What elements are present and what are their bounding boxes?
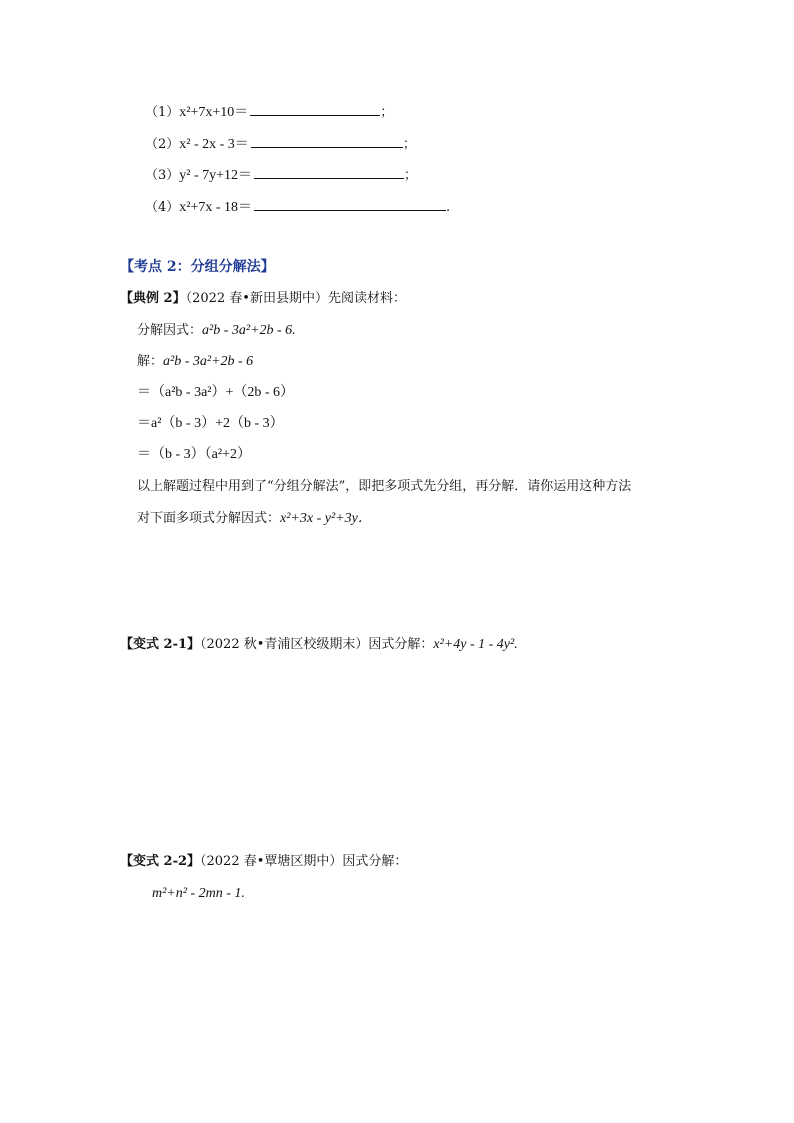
answer-blank[interactable] bbox=[254, 198, 446, 211]
solution-line bbox=[137, 353, 253, 371]
item-end-punct: ； bbox=[402, 137, 416, 152]
item-end-punct: ； bbox=[404, 168, 418, 183]
variant-2-2 bbox=[120, 853, 407, 871]
question-prefix: 对下面多项式分解因式： bbox=[137, 511, 281, 526]
example-header bbox=[120, 290, 406, 308]
exercise-item-4 bbox=[145, 198, 450, 217]
solution-step: ＝a²（b - 3）+2（b - 3） bbox=[137, 416, 284, 431]
variant-source: （2022 秋•青浦区校级期末）因式分解： bbox=[200, 637, 434, 652]
example-task bbox=[137, 322, 296, 340]
task-label: 分解因式： bbox=[137, 323, 203, 338]
item-number: （1） bbox=[145, 105, 180, 120]
example-instruction: 以上解题过程中用到了“分组分解法”，即把多项式先分组，再分解．请你运用这种方法 bbox=[137, 479, 632, 494]
variant-2-1 bbox=[120, 636, 518, 654]
item-expression: y² - 7y+12＝ bbox=[179, 168, 253, 183]
answer-blank[interactable] bbox=[254, 166, 404, 179]
solution-step: a²b - 3a²+2b - 6 bbox=[163, 354, 254, 369]
item-expression: x² - 2x - 3＝ bbox=[179, 137, 249, 152]
exercise-item-2 bbox=[145, 135, 416, 154]
variant-expression: x²+4y - 1 - 4y². bbox=[433, 637, 518, 652]
example-question bbox=[137, 510, 372, 528]
solution-step: ＝（a²b - 3a²）+（2b - 6） bbox=[137, 385, 295, 400]
answer-blank[interactable] bbox=[251, 135, 403, 148]
item-number: （2） bbox=[145, 137, 180, 152]
solution-label: 解： bbox=[137, 354, 164, 369]
answer-blank[interactable] bbox=[250, 103, 380, 116]
item-end-punct: ； bbox=[380, 105, 394, 120]
example-source: （2022 春•新田县期中）先阅读材料： bbox=[185, 291, 406, 306]
question-expression: x²+3x - y²+3y． bbox=[280, 511, 372, 526]
exercise-item-1 bbox=[145, 103, 393, 122]
item-end-punct: . bbox=[446, 200, 451, 215]
item-number: （3） bbox=[145, 168, 180, 183]
variant-label: 【变式 2-2】 bbox=[120, 854, 201, 869]
variant-label: 【变式 2-1】 bbox=[120, 637, 201, 652]
item-expression: x²+7x - 18＝ bbox=[179, 200, 253, 215]
item-number: （4） bbox=[145, 200, 180, 215]
example-label: 【典例 2】 bbox=[120, 291, 186, 306]
task-expression: a²b - 3a²+2b - 6. bbox=[202, 323, 296, 338]
solution-step: ＝（b - 3）（a²+2） bbox=[137, 447, 251, 462]
variant-expression: m²+n² - 2mn - 1. bbox=[152, 886, 245, 901]
variant-source: （2022 春•覃塘区期中）因式分解： bbox=[200, 854, 408, 869]
item-expression: x²+7x+10＝ bbox=[179, 105, 249, 120]
section-heading: 【考点 2：分组分解法】 bbox=[120, 259, 275, 275]
exercise-item-3 bbox=[145, 166, 417, 185]
